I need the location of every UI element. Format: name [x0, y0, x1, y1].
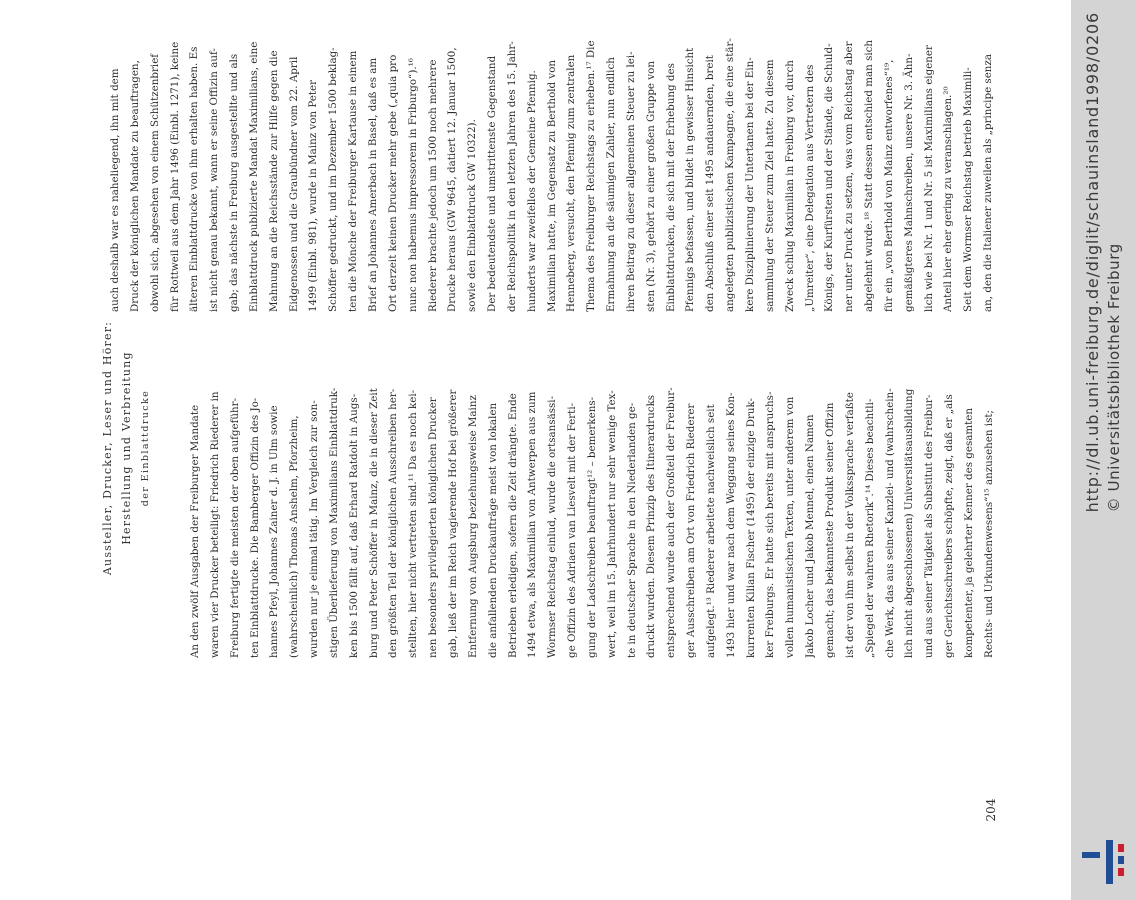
text-line: che Werk, das aus seiner Kanzlei- und (wahrschein- [883, 388, 896, 658]
text-line: nen besonders privilegierten königlichen Drucker [427, 397, 440, 658]
library-logo-icon [1080, 838, 1130, 886]
text-line: Betrieben erledigen, sofern die Zeit drängte. Ende [506, 393, 519, 658]
text-line: sten (Nr. 3), gehört zu einer großen Gruppe von [644, 61, 657, 312]
text-line: wert, weil im 15. Jahrhundert nur sehr wenige Tex- [605, 390, 618, 658]
text-line: Mahnung an die Reichsstände zur Hilfe gegen die [267, 50, 280, 312]
text-line: entsprechend wurde auch der Großteil der Freibur- [665, 387, 678, 658]
text-line: obwohl sich, abgesehen von einem Schützenbrief [148, 53, 161, 312]
text-line: der Reichspolitik in den letzten Jahren des 15. Jahr- [505, 41, 518, 312]
text-line: Ort derzeit keinen Drucker mehr gebe („quia pro [386, 54, 399, 312]
text-line: Brief an Johannes Amerbach in Basel, daß es am [366, 57, 379, 312]
header-line-3: der Einblattdrucke [140, 389, 151, 507]
text-line: gung der Ladschreiben beauftragt¹² – bemerkens- [585, 396, 598, 658]
text-line: angelegten publizistischen Kampagne, die eine stär- [724, 38, 737, 312]
text-line: Einblattdrucken, die sich mit der Erhebung des [664, 63, 677, 312]
header-line-2: Herstellung und Verbreitung [120, 351, 133, 545]
text-line: Einblattdruck publizierte Mandat Maximilians, eine [247, 41, 260, 312]
library-sidebar [1071, 0, 1135, 900]
text-line: Königs, der Kurfürsten und der Stände, die Schuld- [823, 43, 836, 312]
text-line: te in deutscher Sprache in den Niederlanden ge- [625, 402, 638, 658]
text-line: abgelehnt wurde.¹⁸ Statt dessen entschied man sich [863, 39, 876, 312]
header-line-1: Aussteller, Drucker, Leser und Hörer: [101, 320, 114, 576]
text-line: ten die Mönche der Freiburger Kartause in einem [347, 50, 360, 312]
left-text-column [186, 358, 1000, 658]
text-line: Schöffer gedruckt, und im Dezember 1500 beklag- [327, 47, 340, 312]
text-line: Seit dem Wormser Reichstag betrieb Maximili- [962, 67, 975, 312]
text-line: stigen Überlieferung von Maximilians Einblattdruk- [327, 387, 340, 658]
text-line: gab, ließ der im Reich vagierende Hof bei größerer [446, 389, 459, 658]
page-number: 204 [984, 798, 998, 822]
text-line: lich nicht abgeschlossenen) Universitätsausbildung [903, 388, 916, 658]
text-line: Pfennigs befassen, und bildet in gewisser Hinsicht [684, 47, 697, 312]
text-line: und aus seiner Tätigkeit als Substitut des Freibur- [923, 394, 936, 658]
text-line: Wormser Reichstag einlud, wurde die ortsansässi- [546, 395, 559, 658]
text-line: „Umreiter“, eine Delegation aus Vertretern des [803, 64, 816, 312]
text-line: ten Einblattdrucke. Die Bamberger Offizin des Jo- [248, 397, 261, 658]
text-line: ner unter Druck zu setzen, was vom Reichstag aber [843, 41, 856, 312]
text-line: sowie den Einblattdruck GW 10322). [466, 119, 479, 312]
text-line: Rechts- und Urkundenwesens“¹⁵ anzusehen ist; [982, 410, 995, 658]
source-url[interactable]: http://dl.ub.uni-freiburg.de/diglit/schauinsland1998/0206 [1083, 12, 1102, 513]
text-line: Jakob Locher und Jakob Mennel, einen Namen [804, 414, 817, 658]
text-line: wurden nur je einmal tätig. Im Vergleich zur son- [308, 400, 321, 658]
text-line: Thema des Freiburger Reichstags zu erheben.¹⁷ Die [585, 40, 598, 312]
text-line: Freiburg fertigte die meisten der oben aufgeführ- [228, 397, 241, 658]
text-line: An den zwölf Ausgaben der Freiburger Mandate [189, 404, 201, 658]
text-line: Druck der königlichen Mandate zu beauftragen, [128, 60, 141, 312]
text-line: Henneberg, versucht, den Pfennig zum zentralen [565, 54, 578, 312]
text-line: die anfallenden Druckaufträge meist von lokalen [486, 402, 499, 658]
text-line: nunc non habemus impressorem in Friburgo“).¹⁶ [406, 58, 419, 312]
text-line: Maximilian hatte, im Gegensatz zu Berthold von [545, 59, 558, 312]
text-line: Eidgenossen und die Graubündner vom 22. April [287, 56, 300, 312]
sidebar-caption [1071, 0, 1135, 900]
text-line: 1493 hier und war nach dem Weggang seines Kon- [724, 392, 737, 658]
text-line: kompetenter, ja gelehrter Kenner des gesamten [962, 407, 975, 658]
text-line: Der bedeutendste und umstrittenste Gegenstand [486, 55, 499, 312]
text-line: Anteil hier eher gering zu veranschlagen.²⁰ [942, 86, 955, 312]
text-line: druckt wurden. Diesem Prinzip des Itinerardrucks [645, 394, 658, 658]
text-line: Entfernung von Augsburg beziehungsweise Mainz [466, 395, 479, 658]
text-line: kurrenten Kilian Fischer (1495) der einzige Druk- [744, 397, 757, 658]
text-line: „Spiegel der wahren Rhetorik“.¹⁴ Dieses beachtli- [863, 398, 876, 658]
text-line: ken bis 1500 fällt auf, daß Erhard Ratdolt in Augs- [347, 393, 360, 658]
text-line: aufgelegt.¹³ Riederer arbeitete nachweislich seit [704, 404, 717, 658]
text-line: gemäßigteres Mahnschreiben, unsere Nr. 3. Ähn- [902, 53, 915, 312]
text-line: lich wie bei Nr. 1 und Nr. 5 ist Maximilians eigener [922, 45, 935, 312]
text-line: burg und Peter Schöffer in Mainz, die in dieser Zeit [367, 388, 380, 658]
text-line: gab; das nächste in Freiburg ausgestellte und als [228, 53, 241, 312]
text-line: kere Disziplinierung der Untertanen bei der Ein- [744, 57, 756, 312]
copyright-notice: © Universitätsbibliothek Freiburg [1105, 243, 1123, 513]
text-line: hunderts war zweifellos der Gemeine Pfennig. [525, 70, 538, 312]
text-line: den größten Teil der königlichen Ausschreiben her- [387, 388, 400, 658]
text-line: ge Offizin des Adriaen van Liesvelt mit der Ferti- [566, 402, 579, 658]
text-line: auch deshalb war es naheliegend, ihn mit dem [109, 68, 121, 312]
right-text-column [106, 12, 999, 312]
text-line: ihren Beitrag zu dieser allgemeinen Steuer zu lei- [624, 51, 637, 312]
text-line: für ein „von Berthold von Mainz entworfenes“¹⁹, [882, 59, 895, 312]
text-line: Zweck schlug Maximilian in Freiburg vor, durch [783, 60, 796, 312]
text-line: ist nicht genau bekannt, wann er seine Offizin auf- [208, 48, 221, 312]
text-line: Riederer brachte jedoch um 1500 noch mehrere [426, 59, 439, 312]
text-line: ger Gerichtsschreibers schöpfte, zeigt, daß er „als [943, 394, 956, 658]
text-line: stellten, hier nicht vertreten sind.¹¹ Da es noch kei- [407, 389, 420, 658]
text-line: 1499 (Einbl. 981), wurde in Mainz von Peter [307, 79, 320, 312]
text-line: älteren Einblattdrucke von ihm erhalten haben. Es [188, 46, 201, 312]
text-line: hannes Pfeyl, Johannes Zainer d. J. in Ulm sowie [268, 405, 281, 658]
text-line: gemacht; das bekannteste Produkt seiner Offizin [824, 402, 836, 658]
text-line: sammlung der Steuer zum Ziel hatte. Zu diesem [763, 59, 776, 312]
text-line: vollen humanistischen Texten, unter anderem von [784, 396, 797, 658]
book-page [98, 0, 995, 658]
text-line: an, den die Italiener zuweilen als „principe senza [982, 53, 995, 312]
text-line: ger Ausschreiben am Ort von Friedrich Riederer [685, 403, 698, 658]
text-line: (wahrscheinlich) Thomas Anshelm, Pforzheim, [288, 415, 301, 658]
text-line: 1494 etwa, als Maximilian von Antwerpen aus zum [526, 391, 539, 658]
text-line: für Rottweil aus dem Jahr 1496 (Einbl. 1271), keine [168, 41, 181, 312]
text-line: Drucke heraus (GW 9645, datiert 12. Januar 1500, [446, 47, 459, 312]
text-line: den Abschluß einer seit 1495 andauernden, breit [704, 55, 717, 312]
text-line: waren vier Drucker beteiligt: Friedrich Riederer in [208, 391, 221, 658]
text-line: ist der von ihm selbst in der Volkssprache verfaßte [843, 392, 856, 658]
text-line: ker Freiburgs. Er hatte sich bereits mit anspruchs- [764, 391, 777, 658]
text-line: Ermahnung an die säumigen Zahler, nun endlich [605, 57, 618, 312]
